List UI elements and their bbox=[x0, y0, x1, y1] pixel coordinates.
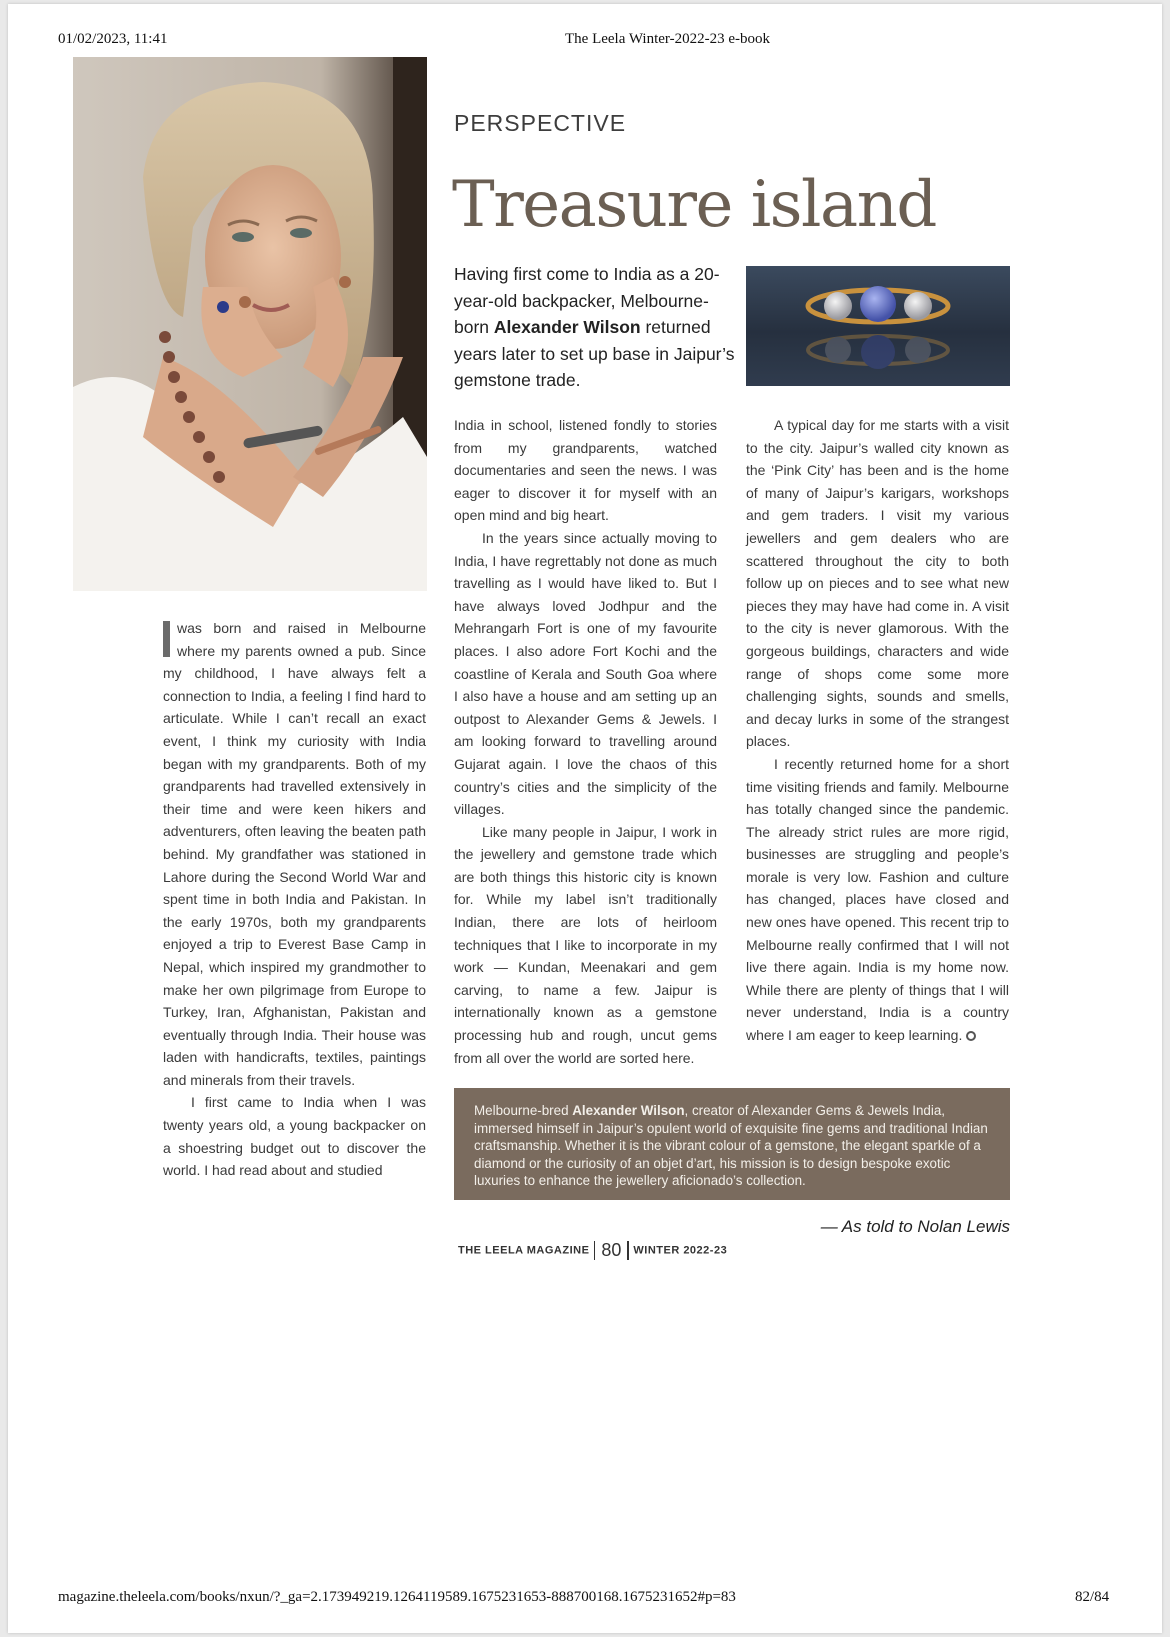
folio-page-number: 80 bbox=[601, 1240, 622, 1260]
body-paragraph: India in school, listened fondly to stories from my grandparents, watched documentaries and seen the news. I was eager to discover it for myself with an open mind and big heart. bbox=[454, 417, 717, 524]
standfirst-text: Having first come to India as a 20-year-old backpacker, Melbourne-born bbox=[454, 264, 720, 337]
bio-text-start: Melbourne-bred bbox=[474, 1103, 573, 1118]
print-url: magazine.theleela.com/books/nxun/?_ga=2.173949219.1264119589.1675231653-888700168.1675231652#p=83 bbox=[58, 1589, 736, 1605]
print-datetime: 01/02/2023, 11:41 bbox=[58, 31, 168, 47]
dropcap-bar bbox=[163, 621, 170, 657]
print-page-count: 82/84 bbox=[1075, 1589, 1110, 1605]
body-paragraph: I recently returned home for a short time visiting friends and family. Melbourne has totally changed since the pandemic. The already strict rules are more rigid, businesses are struggling and people’s morale is very low. Fashion and culture has changed, places have closed and new ones have opened. This recent trip to Melbourne really confirmed that I will not live there again. India is my home now. While there are plenty of things that I will never understand, India is a country where I am eager to keep learning. bbox=[746, 755, 1009, 1044]
section-label: PERSPECTIVE bbox=[454, 110, 627, 136]
article-credit: — As told to Nolan Lewis bbox=[820, 1217, 1010, 1236]
body-paragraph: was born and raised in Melbourne where my parents owned a pub. Since my childhood, I have always felt a connection to India, a feeling I find hard to articulate. While I can’t recall an exact event, I think my curiosity with India began with my grandparents. Both of my grandparents had travelled extensively in their time and were keen hikers and adventurers, often leaving the beaten path behind. My grandfather was stationed in Lahore during the Second World War and spent time in both India and Pakistan. In the early 1970s, both my grandparents enjoyed a trip to Everest Base Camp in Nepal, which inspired my grandmother to make her own pilgrimage from Europe to Turkey, Iran, Afghanistan, Pakistan and eventually through India. Their house was laden with handicrafts, textiles, paintings and minerals from their travels. bbox=[163, 620, 426, 1088]
body-paragraph: I first came to India when I was twenty years old, a young backpacker on a shoestring budget out to discover the world. I had read about and studied bbox=[163, 1094, 426, 1179]
article-headline: Treasure island bbox=[452, 168, 936, 242]
article-column-2 bbox=[454, 414, 717, 1069]
body-paragraph: A typical day for me starts with a visit to the city. Jaipur’s walled city known as the ‘Pink City’ has been and is the home of many of Jaipur’s karigars, workshops and gem traders. I visit my various jewellers and gem dealers who are scattered throughout the city to both follow up on pieces and to see what new pieces they may have had come in. A visit to the city is never glamorous. With the gorgeous buildings, characters and wide range of shops come some more challenging sights, sounds and smells, and decay lurks in some of the strangest places. bbox=[746, 417, 1009, 750]
standfirst-text-end: returned years later to set up base in Jaipur’s gemstone trade. bbox=[454, 317, 735, 390]
ring-photo bbox=[746, 266, 1010, 386]
standfirst-author-name: Alexander Wilson bbox=[493, 317, 641, 337]
portrait-photo bbox=[73, 57, 427, 591]
folio-magazine: THE LEELA MAGAZINE bbox=[458, 1244, 590, 1257]
article-column-3 bbox=[746, 414, 1009, 1047]
author-bio-text bbox=[474, 1102, 990, 1190]
folio-divider bbox=[627, 1241, 629, 1260]
end-mark-icon bbox=[966, 1031, 976, 1041]
body-paragraph: Like many people in Jaipur, I work in the jewellery and gemstone trade which are both things this historic city is known for. While my label isn’t traditionally Indian, there are lots of heirloom techniques that I like to incorporate in my work — Kundan, Meenakari and gem carving, to name a few. Jaipur is internationally known as a gemstone processing hub and rough, uncut gems from all over the world are sorted here. bbox=[454, 823, 717, 1066]
body-paragraph: In the years since actually moving to India, I have regrettably not done as much travelling as I would have liked to. But I have always loved Jodhpur and the Mehrangarh Fort is one of my favourite places. I also adore Fort Kochi and the coastline of Kerala and South Goa where I also have a house and am setting up an outpost to Alexander Gems & Jewels. I am looking forward to travelling around Gujarat again. I love the chaos of this country’s cities and the simplicity of the villages. bbox=[454, 529, 717, 818]
article-standfirst bbox=[454, 261, 739, 394]
page-folio bbox=[458, 1240, 727, 1261]
folio-season: WINTER 2022-23 bbox=[633, 1244, 728, 1257]
print-doc-title: The Leela Winter-2022-23 e-book bbox=[565, 31, 770, 47]
author-bio-box bbox=[454, 1088, 1010, 1200]
article-column-1 bbox=[163, 617, 426, 1182]
bio-author-name: Alexander Wilson bbox=[572, 1103, 685, 1118]
bio-text-end: , creator of Alexander Gems & Jewels India, immersed himself in Jaipur’s opulent world of exquisite fine gems and traditional Indian craftsmanship. Whether it is the vibrant colour of a gemstone, the elegant sparkle of a diamond or the curiosity of an objet d’art, his mission is to design bespoke exotic luxuries to enhance the jewellery aficionado’s collection. bbox=[474, 1103, 988, 1188]
